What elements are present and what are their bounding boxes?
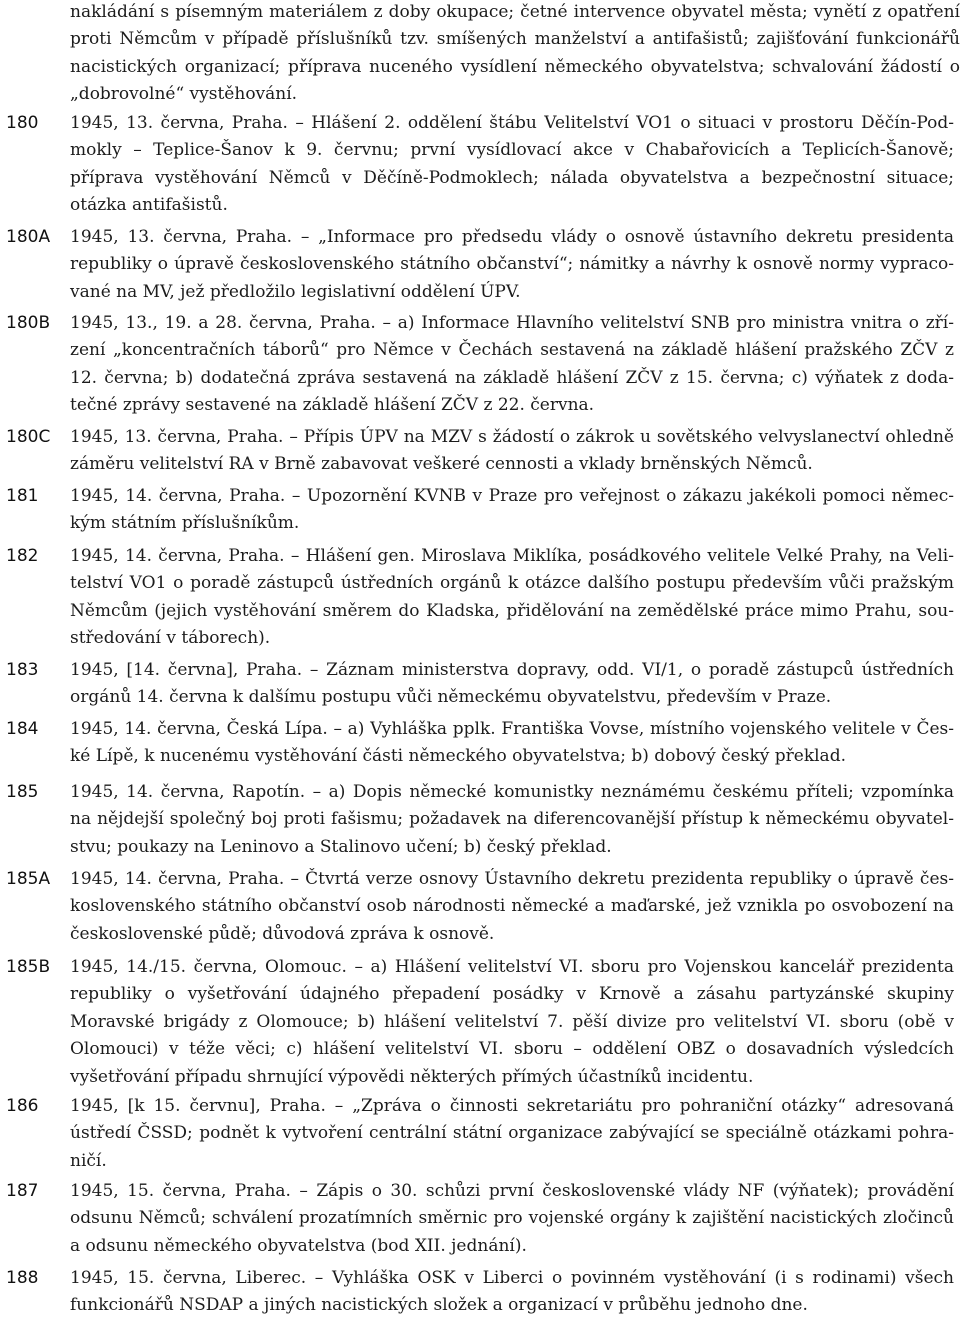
entry-number: 185 <box>6 782 39 802</box>
entry-text: 1945, 13. června, Praha. – „Informace pro předsedu vlády o osnově ústavního dekretu presidenta republiky o úpravě československého státního občanství“; námitky a návrhy k osnově normy vypracované na MV, jež předložilo legislativní oddělení ÚPV. <box>70 227 954 302</box>
entry-number: 183 <box>6 660 39 680</box>
entry-text: 1945, 15. června, Liberec. – Vyhláška OSK v Liberci o povinném vystěhování (i s rodinami) všech funkcionářů NSDAP a jiných nacistických složek a organizací v průběhu jednoho dne. <box>70 1268 954 1316</box>
entry-text: 1945, [k 15. červnu], Praha. – „Zpráva o činnosti sekretariátu pro pohraniční otázky“ adresovaná ústředí ČSSD; podnět k vytvoření centrální státní organizace zabývající se speciálně otázkami pohraničí. <box>70 1096 954 1171</box>
entry-text: 1945, 14. června, Praha. – Upozornění KVNB v Praze pro veřejnost o zákazu jakékoli pomoci německým státním příslušníkům. <box>70 486 954 534</box>
entry-text: 1945, 14. června, Praha. – Hlášení gen. Miroslava Miklíka, posádkového velitele Velké Prahy, na Velitelství VO1 o poradě zástupců ústředních orgánů k otázce dalšího postupu především vůči pražským Němcům (jejich vystěhování směrem do Kladska, přidělování na zemědělské práce mimo Prahu, soustředování v táborech). <box>70 546 954 649</box>
entry-number: 188 <box>6 1268 39 1288</box>
entry-text: 1945, [14. června], Praha. – Záznam ministerstva dopravy, odd. VI/1, o poradě zástupců ústředních orgánů 14. června k dalšímu postupu vůči německému obyvatelstvu, především v Praze. <box>70 660 954 708</box>
entry-text: 1945, 13. června, Praha. – Hlášení 2. oddělení štábu Velitelství VO1 o situaci v prostoru Děčín-Podmokly – Teplice-Šanov k 9. červnu; první vysídlovací akce v Chabařovicích a Teplicích-Šanově; příprava vystěhování Němců v Děčíně-Podmoklech; nálada obyvatelstva a bezpečnostní situace; otázka antifašistů. <box>70 113 954 216</box>
entry-number: 182 <box>6 546 39 566</box>
lead-paragraph: nakládání s písemným materiálem z doby okupace; četné intervence obyvatel města; vynětí z opatření proti Němcům v případě příslušníků tzv. smíšených manželství a antifašistů; zajišťování funkcionářů nacistických organizací; příprava nuceného vysídlení německého obyvatelstva; schvalování žádostí o „dobrovolné“ vystěhování. <box>70 2 960 105</box>
entry-number: 185A <box>6 869 51 889</box>
entry-number: 185B <box>6 957 51 977</box>
entry-text: 1945, 14./15. června, Olomouc. – a) Hlášení velitelství VI. sboru pro Vojenskou kancelář prezidenta republiky o vyšetřování údajného přepadení posádky v Krnově a zásahu partyzánské skupiny Moravské brigády z Olomouce; b) hlášení velitelství 7. pěší divize pro velitelství VI. sboru (obě v Olomouci) v téže věci; c) hlášení velitelství VI. sboru – oddělení OBZ o dosavadních výsledcích vyšetřování případu shrnující výpovědi některých přímých účastníků incidentu. <box>70 957 954 1087</box>
entry-number: 187 <box>6 1181 39 1201</box>
entry-text: 1945, 13. června, Praha. – Přípis ÚPV na MZV s žádostí o zákrok u sovětského velvyslanectví ohledně záměru velitelství RA v Brně zabavovat veškeré cennosti a vklady brněnských Němců. <box>70 427 954 475</box>
entry-number: 180B <box>6 313 51 333</box>
entry-text: 1945, 13., 19. a 28. června, Praha. – a) Informace Hlavního velitelství SNB pro ministra vnitra o zřízení „koncentračních táborů“ pro Němce v Čechách sestavená na základě hlášení pražského ZČV z 12. června; b) dodatečná zpráva sestavená na základě hlášení ZČV z 15. června; c) výňatek z dodatečné zprávy sestavené na základě hlášení ZČV z 22. června. <box>70 313 954 416</box>
entry-number: 184 <box>6 719 39 739</box>
entry-text: 1945, 14. června, Rapotín. – a) Dopis německé komunistky neznámému českému příteli; vzpomínka na nějdejší společný boj proti fašismu; požadavek na diferencovanější přístup k německému obyvatelstvu; poukazy na Leninovo a Stalinovo učení; b) český překlad. <box>70 782 954 857</box>
entry-number: 181 <box>6 486 39 506</box>
entry-number: 180C <box>6 427 51 447</box>
entry-text: 1945, 15. června, Praha. – Zápis o 30. schůzi první československé vlády NF (výňatek); provádění odsunu Němců; schválení prozatímních směrnic pro vojenské orgány k zajištění nacistických zločinců a odsunu německého obyvatelstva (bod XII. jednání). <box>70 1181 954 1256</box>
entry-number: 180 <box>6 113 39 133</box>
entry-number: 186 <box>6 1096 39 1116</box>
entry-text: 1945, 14. června, Praha. – Čtvrtá verze osnovy Ústavního dekretu prezidenta republiky o úpravě československého státního občanství osob národnosti německé a maďarské, jež vznikla po osvobození na československé půdě; důvodová zpráva k osnově. <box>70 869 954 944</box>
entry-text: 1945, 14. června, Česká Lípa. – a) Vyhláška pplk. Františka Vovse, místního vojenského velitele v České Lípě, k nucenému vystěhování části německého obyvatelstva; b) dobový český překlad. <box>70 719 954 767</box>
entry-number: 180A <box>6 227 51 247</box>
